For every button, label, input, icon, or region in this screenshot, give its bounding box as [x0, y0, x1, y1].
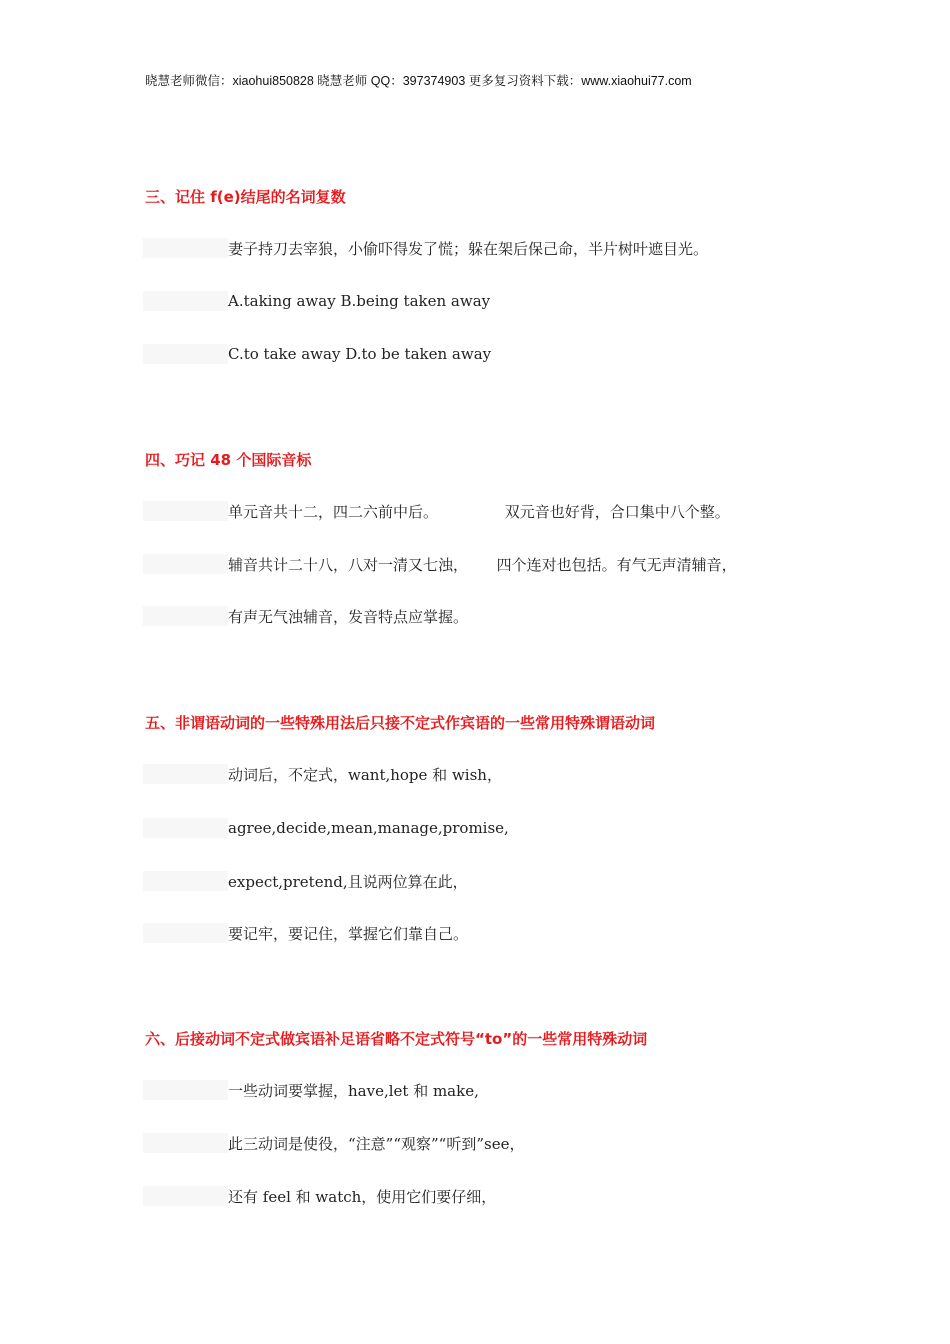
text-line	[143, 236, 708, 260]
text-line	[143, 869, 468, 893]
indent-block	[143, 291, 228, 311]
text-line	[143, 552, 737, 576]
line-text: 还有 feel 和 watch，使用它们要仔细，	[228, 1187, 497, 1206]
line-text: 妻子持刀去宰狼，小偷吓得发了慌；躲在架后保己命，半片树叶遮目光。	[228, 239, 709, 258]
line-text: 一些动词要掌握，have,let 和 make,	[228, 1081, 479, 1100]
indent-block	[143, 818, 228, 838]
text-line	[143, 1078, 479, 1102]
text-line	[143, 921, 468, 945]
line-text: 要记牢，要记住，掌握它们靠自己。	[228, 924, 469, 943]
text-line	[143, 289, 490, 313]
line-text: C.to take away D.to be taken away	[228, 345, 492, 363]
indent-block	[143, 871, 228, 891]
indent-block	[143, 764, 228, 784]
indent-block	[143, 1133, 228, 1153]
indent-block	[143, 238, 228, 258]
section-heading: 三、记住 f(e)结尾的名词复数	[145, 188, 346, 206]
text-line	[143, 1184, 496, 1208]
line-text: expect,pretend,且说两位算在此，	[228, 872, 468, 891]
line-text: 有声无气浊辅音，发音特点应掌握。	[228, 607, 469, 626]
page-header: 晓慧老师微信：xiaohui850828 晓慧老师 QQ：397374903 更多复习资料下载：www.xiaohui77.com	[145, 74, 692, 88]
text-line	[143, 762, 502, 786]
indent-block	[143, 1080, 228, 1100]
section-heading: 四、巧记 48 个国际音标	[145, 451, 312, 469]
indent-block	[143, 1186, 228, 1206]
indent-block	[143, 554, 228, 574]
text-line	[143, 499, 730, 523]
text-line	[143, 604, 468, 628]
indent-block	[143, 923, 228, 943]
line-text: 此三动词是使役，“注意”“观察”“听到”see，	[228, 1134, 525, 1153]
text-line	[143, 342, 491, 366]
line-text: A.taking away B.being taken away	[228, 292, 491, 310]
text-line	[143, 1131, 524, 1155]
indent-block	[143, 344, 228, 364]
section-heading: 六、后接动词不定式做宾语补足语省略不定式符号“to”的一些常用特殊动词	[145, 1030, 648, 1048]
line-text: 辅音共计二十八，八对一清又七浊， 四个连对也包括。有气无声清辅音，	[228, 555, 737, 574]
line-text: 单元音共十二，四二六前中后。 双元音也好背，合口集中八个整。	[228, 502, 730, 521]
indent-block	[143, 501, 228, 521]
section-heading: 五、非谓语动词的一些特殊用法后只接不定式作宾语的一些常用特殊谓语动词	[145, 714, 656, 732]
text-line	[143, 816, 509, 840]
indent-block	[143, 606, 228, 626]
line-text: 动词后，不定式，want,hope 和 wish，	[228, 765, 502, 784]
line-text: agree,decide,mean,manage,promise,	[228, 819, 509, 837]
